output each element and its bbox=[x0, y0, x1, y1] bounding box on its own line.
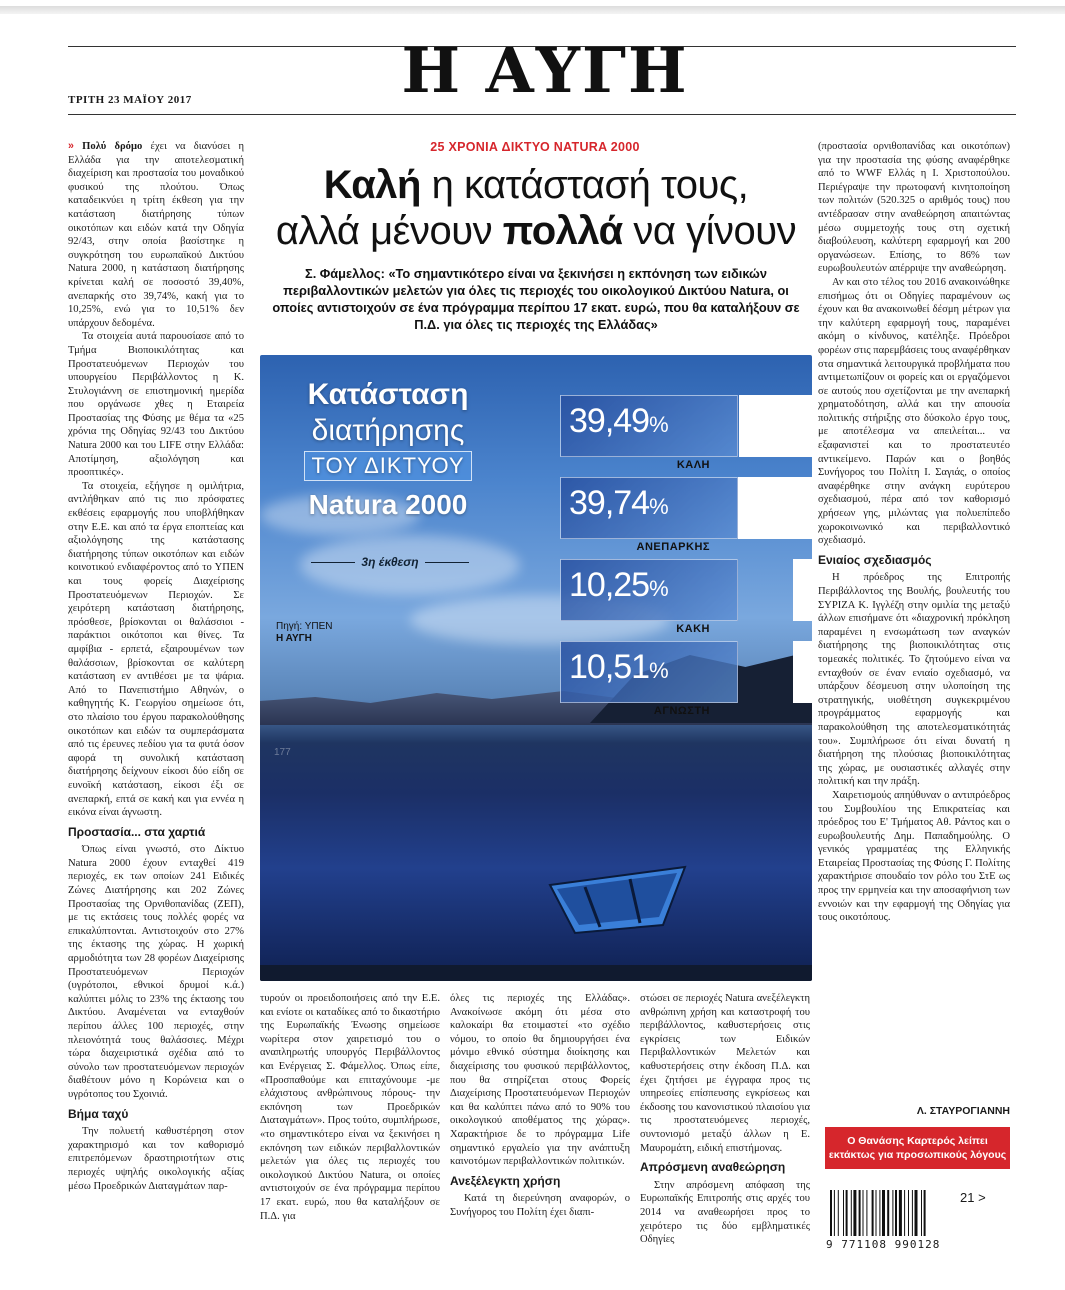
barcode-stripe bbox=[838, 1190, 839, 1236]
issue-date: ΤΡΙΤΗ 23 ΜΑΪΟΥ 2017 bbox=[68, 94, 192, 106]
barcode-stripe bbox=[924, 1190, 926, 1236]
stat-label: ΚΑΚΗ bbox=[676, 623, 710, 635]
paragraph: Τα στοιχεία αυτά παρουσίασε από το Τμήμα Βιοποικιλότητας και Προστατευόμενων Περιοχών του υπουργείου Περιβάλλοντος η Κ. Στυλογιάννη σε επιστημονική ημερίδα που οργάνωσε χθες η Εταιρεία Προστασίας της Φύσης με θέμα τα «25 χρόνια της Οδηγίας 92/43 του Δικτύου Natura 2000 και του LIFE στην Ελλάδα: Αποτίμηση, αξιολόγηση και προοπτικές». bbox=[68, 331, 244, 479]
stat-value: 10,25% bbox=[569, 566, 668, 604]
infographic-title bbox=[278, 377, 498, 523]
stat-label: ΚΑΛΗ bbox=[676, 459, 710, 471]
stat-label: ΑΝΕΠΑΡΚΗΣ bbox=[636, 541, 710, 553]
infographic-source bbox=[276, 621, 333, 645]
barcode-stripe bbox=[853, 1190, 856, 1236]
barcode-stripe bbox=[872, 1190, 874, 1236]
paragraph: στώσει σε περιοχές Natura ανεξέλεγκτη ανθρώπινη χρήση και καταστροφή του περιβάλλοντος, καθυστερήσεις στις εγκρίσεις των Ειδικών Περιβαλλοντικών Μελετών και καθυστερήσεις στην έκδοση Π.Δ. και έχει ζητήσει με έγγραφα προς τις υπηρεσίες επίσπευσης εγκρίσεως και έκδοσης του κανονιστικού πλαισίου για τις προστατευόμενες περιοχές, συντονισμό μεταξύ άλλων η Ε. Μαυρομάτη, ειδική επιστήμονας. bbox=[640, 993, 810, 1154]
headline-bold-1: Καλή bbox=[323, 163, 421, 207]
infographic-photo bbox=[260, 355, 812, 981]
barcode-stripe bbox=[846, 1190, 848, 1236]
barcode-stripe bbox=[879, 1190, 880, 1236]
barcode-stripe bbox=[904, 1190, 905, 1236]
percent-sign: % bbox=[649, 658, 668, 683]
article-column-1 bbox=[68, 140, 244, 1193]
subheading-paper-protection: Προστασία... στα χαρτιά bbox=[68, 824, 206, 839]
stat-label: ΑΓΝΩΣΤΗ bbox=[653, 705, 710, 717]
barcode-stripe bbox=[876, 1190, 877, 1236]
stat-fill bbox=[738, 477, 812, 539]
paragraph: Χαιρετισμούς απηύθυναν ο αντιπρόεδρος του Συμβουλίου της Επικρατείας και πρόεδρος του Ε' Τμήματος Αθ. Ράντος και ο ευρωβουλευτής Δημ. Παπαδημούλης. Ο γενικός γραμματέας της Ελληνικής Εταιρείας Προστασίας της Φύσης Γ. Πολίτης χαρακτήρισε σπουδαίο τον ρόλο του ΣτΕ ως προς την ερμηνεία και την αποσαφήνιση των εννοιών και την εφαρμογή της Οδηγίας για τους οικοτόπους. bbox=[818, 789, 1010, 924]
paragraph: Η πρόεδρος της Επιτροπής Περιβάλλοντος της Βουλής, βουλευτής του ΣΥΡΙΖΑ Κ. Ιγγλέζη στην ομιλία της μεταξύ άλλων επισήμανε ότι «διαχρονική πρόκληση παραμένει η ενσωμάτωση των αναγκών διατήρησης της βιοποικιλότητας στις τομεακές πολιτικές. Το ζητούμενο είναι να ενταχθούν σε έναν ενιαίο σχεδιασμό, να υπάρξουν δέσμευση στην υλοποίηση της στρατηγικής, υιοθέτηση συγκεκριμένου προγράμματος εφαρμογής και παρακολούθηση της αποτελεσματικότητάς του». Συμπλήρωσε ότι είναι δυνατή η διατήρηση της πλούσιας βιοποικιλότητας της χώρας, με ουσιαστικές αλλαγές στην πολιτική και την πράξη. bbox=[818, 572, 1010, 788]
article-kicker: 25 ΧΡΟΝΙΑ ΔΙΚΤΥΟ NATURA 2000 bbox=[430, 140, 640, 154]
article-column-3 bbox=[450, 992, 630, 1220]
barcode-number: 9 771108 990128 bbox=[826, 1238, 941, 1251]
page-top-shadow bbox=[0, 6, 1065, 14]
stat-value: 39,49% bbox=[569, 402, 668, 440]
masthead-rule-bottom bbox=[68, 114, 1016, 115]
stat-value: 10,51% bbox=[569, 648, 668, 686]
percent-sign: % bbox=[649, 494, 668, 519]
lead-arrow-icon: » bbox=[68, 140, 74, 152]
paragraph: Τα στοιχεία, εξήγησε η ομιλήτρια, αντλήθηκαν από τις πιο πρόσφατες εκθέσεις εφαρμογής που υποβλήθηκαν στην Ε.Ε. και από τα έργα εποπτείας και αξιολόγησης της κατάστασης διατήρησης τύπων οικοτόπων και ειδών κοινοτικού ενδιαφέροντος από το ΥΠΕΝ και τους φορείς Διαχείρισης Προστατευόμενων Περιοχών. Σε χειρότερη κατάσταση διατήρησης, πρόσθεσε, βρίσκονται οι θαλάσσιοι - παράκτιοι οικότοποι και θίνες. Τα αμφίβια - ερπετά, εξαιρουμένων των θαλάσσιων, βρίσκονται σε καλύτερη κατάσταση εν αντιθέσει με τα ψάρια. Από το Πανεπιστήμιο Αθηνών, ο καθηγητής Κ. Γεωργίου σημείωσε ότι, στο πλαίσιο του έργου παρακολούθησης οικοτόπων και ειδών τα συμπεράσματα από τις έρευνες πεδίου για τα φυτά όσον αφορά τη συνολική κατάσταση διατήρησης δείχνουν είκοσι δύο είδη σε ευνοϊκή κατάσταση, είκοσι έξι σε ανεπαρκή, επτά σε κακή και για εννέα η εικόνα είναι άγνωστη. bbox=[68, 480, 244, 819]
paragraph: Στην απρόσμενη απόφαση της Ευρωπαϊκής Επιτροπής στις αρχές του 2014 να αναθεωρήσει προς το χειρότερο τις δύο εμβληματικές Οδηγίες bbox=[640, 1179, 810, 1246]
paragraph: (προστασία ορνιθοπανίδας και οικοτόπων) για την προστασία της φύσης αναφέρθηκε από το WWF Ελλάς η Ι. Χριστοπούλου. Περιέγραψε την πρωτοφανή κινητοποίηση των πολιτών (520.325 ο αριθμός τους) που αντέδρασαν στην αναθεώρηση απαιτώντας μέσω συμμετοχής τους στη σχετική διαβούλευση, καλύτερη εφαρμογή και 200 οργανώσεων. Επίσης, το 86% των ευρωβουλευτών απέρριψε την αναθεώρηση. bbox=[818, 141, 1010, 275]
stat-box bbox=[560, 477, 738, 539]
barcode bbox=[830, 1190, 958, 1236]
infographic-title-line-1: Κατάσταση bbox=[307, 378, 469, 411]
paragraph: τυρούν οι προειδοποιήσεις από την Ε.Ε. και ενίοτε οι καταδίκες από το δικαστήριο της Ευρωπαϊκής Ένωσης σημείωσε νωρίτερα στον χαιρετισμό του ο αναπληρωτής υπουργός Περιβάλλοντος και Ενέργειας Σ. Φάμελλος. Όπως είπε, «Προσπαθούμε και επιταχύνουμε -με ελάχιστους ανθρώπινους πόρους- την εκπόνηση των Προεδρικών Διαταγμάτων». Προς τούτο, συμπλήρωσε, «το σημαντικότερο είναι να ξεκινήσει η εκπόνηση των ειδικών περιβαλλοντικών μελετών για όλες τις περιοχές του οικολογικού Δικτύου Natura, οι οποίες αντιστοιχούν σε ένα πρόγραμμα περίπου 17 εκατ. ευρώ, που θα καταλήξουν σε Π.Δ. για bbox=[260, 993, 440, 1222]
barcode-stripe bbox=[912, 1190, 913, 1236]
barcode-stripe bbox=[887, 1190, 889, 1236]
lead-paragraph bbox=[68, 140, 244, 330]
barcode-stripe bbox=[921, 1190, 922, 1236]
infographic-title-line-4: Natura 2000 bbox=[308, 489, 468, 520]
barcode-stripe bbox=[859, 1190, 861, 1236]
headline-text-3: να γίνουν bbox=[622, 209, 797, 253]
headline-bold-2: πολλά bbox=[502, 209, 623, 253]
headline-text-1: η κατάστασή τους, bbox=[420, 163, 749, 207]
stat-bar-2 bbox=[560, 477, 812, 555]
infographic-title-line-3: ΤΟΥ ΔΙΚΤΥΟΥ bbox=[304, 451, 471, 481]
paragraph: Όπως είναι γνωστό, στο Δίκτυο Natura 2000 έχουν ενταχθεί 419 περιοχές, εκ των οποίων 241 Ειδικές Ζώνες Διατήρησης και 202 Ζώνες Προστασίας της Ορνιθοπανίδας (ΖΕΠ), με τις εκτάσεις τους πολλές φορές να επικαλύπτονται. Αντιστοιχούν στο 27% της έκτασης της χώρας. Η χωρική αρμοδιότητα των 28 φορέων Διαχείρισης Προστατευόμενων Περιοχών (υγρότοποι, εθνικοί δρυμοί κ.ά.) καλύπτει μόλις το 23% της έκτασης του Δικτύου. Αναμένεται να ενταχθούν περίπου άλλες 100 περιοχές, στην πλειονότητά τους θαλάσσιες. Μέχρι τώρα διαχειριστικά σχέδια από το σύνολο των προστατευόμενων περιοχών διαθέτουν μόνο η Κορώνεια και ο υγρότοπος του Σχοινιά. bbox=[68, 844, 244, 1100]
stat-fill bbox=[793, 641, 812, 703]
subheading-uncontrolled-use: Ανεξέλεγκτη χρήση bbox=[450, 1173, 561, 1188]
percent-sign: % bbox=[649, 412, 668, 437]
rowboat-icon bbox=[545, 865, 695, 935]
barcode-stripe bbox=[830, 1190, 832, 1236]
subheading-unexpected-revision: Απρόσμενη αναθεώρηση bbox=[640, 1160, 786, 1175]
paragraph: Κατά τη διερεύνηση αναφορών, ο Συνήγορος του Πολίτη έχει διαπι- bbox=[450, 1193, 630, 1218]
stat-box bbox=[560, 395, 738, 457]
stat-bar-1 bbox=[560, 395, 812, 473]
issue-number: 21 > bbox=[960, 1190, 986, 1205]
subheading-unified-planning: Ενιαίος σχεδιασμός bbox=[818, 552, 932, 567]
infographic-edition: 3η έκθεση bbox=[290, 555, 490, 569]
barcode-stripe bbox=[834, 1190, 835, 1236]
article-deck: Σ. Φάμελλος: «Το σημαντικότερο είναι να ξεκινήσει η εκπόνηση των ειδικών περιβαλλοντικών μελετών για όλες τις περιοχές του οικολογικού Δικτύου Natura, οι οποίες αντιστοιχούν σε ένα πρόγραμμα περίπου 17 εκατ. ευρώ, που θα καταλήξουν σε Π.Δ. για όλες τις περιοχές της Ελλάδας» bbox=[272, 266, 800, 332]
author-byline: Λ. ΣΤΑΥΡΟΓΙΑΝΝΗ bbox=[916, 1105, 1010, 1117]
stat-bar-3 bbox=[560, 559, 812, 637]
article-headline bbox=[256, 162, 816, 254]
subheading-fast-step: Βήμα ταχύ bbox=[68, 1106, 129, 1121]
stat-fill bbox=[739, 395, 812, 457]
barcode-stripe bbox=[851, 1190, 852, 1236]
article-column-5 bbox=[818, 140, 1010, 925]
paragraph-text: έχει να διανύσει η Ελλάδα για την αποτελεσματική διαχείριση και προστασία του μοναδικού φυσικού της πλούτου. Όπως καταδεικνύει η τρίτη έκθεση για την κατάσταση διατήρησης τύπων οικοτόπων και ειδών κατά την Οδηγία 92/43, στην οποία βασίστηκε η συγκρότηση του ευρωπαϊκού Δικτύου Natura 2000, η κατάσταση διατήρησης κρίνεται καλή σε ποσοστό 39,40%, ανεπαρκής στο 39,74%, κακή για το 10,25%, ενώ για το 10,51% δεν υπάρχουν δεδομένα. bbox=[68, 141, 245, 329]
barcode-stripe bbox=[882, 1190, 885, 1236]
barcode-stripe bbox=[899, 1190, 902, 1236]
barcode-stripe bbox=[895, 1190, 897, 1236]
headline-text-2: αλλά μένουν bbox=[275, 209, 503, 253]
notice-box: Ο Θανάσης Καρτερός λείπει εκτάκτως για προσωπικούς λόγους bbox=[825, 1127, 1010, 1169]
lead-words: Πολύ δρόμο bbox=[82, 141, 143, 152]
infographic-title-line-2: διατήρησης bbox=[311, 414, 465, 447]
photo-marker: 177 bbox=[274, 747, 291, 758]
newspaper-masthead: Η ΑΥΓΗ bbox=[401, 34, 689, 107]
article-column-4 bbox=[640, 992, 810, 1247]
stat-box bbox=[560, 559, 738, 621]
barcode-stripe bbox=[908, 1190, 909, 1236]
barcode-stripe bbox=[843, 1190, 844, 1236]
paragraph: όλες τις περιοχές της Ελλάδας». Ανακοίνωσε ακόμη ότι μέσα στο καλοκαίρι θα ετοιμαστεί «το σχέδιο νόμου, το οποίο θα δημιουργήσει ένα μόνιμο εθνικό σύστημα διοίκησης και διαχείρισης του φυσικού περιβάλλοντος, που θα στηρίζεται στους Φορείς Διαχείρισης Προστατευόμενων Περιοχών και θα καλύπτει πάνω από το 90% του οικολογικού αποθέματος της χώρας». Χαρακτήρισε δε το πρόγραμμα Life σημαντικό εργαλείο για την ανάπτυξη καινοτόμων περιβαλλοντικών πολιτικών. bbox=[450, 993, 630, 1168]
stat-fill bbox=[793, 559, 812, 621]
barcode-stripe bbox=[915, 1190, 918, 1236]
barcode-stripe bbox=[866, 1190, 867, 1236]
barcode-stripe bbox=[892, 1190, 893, 1236]
stat-value: 39,74% bbox=[569, 484, 668, 522]
percent-sign: % bbox=[649, 576, 668, 601]
barcode-stripe bbox=[863, 1190, 864, 1236]
source-label: Πηγή: ΥΠΕΝ bbox=[276, 621, 333, 632]
paragraph: Την πολυετή καθυστέρηση στον χαρακτηρισμό και τον καθορισμό επιτρεπόμενων δραστηριοτήτων στις περιοχές υψηλής οικολογικής αξίας μέσω Προεδρικών Διαταγμάτων παρ- bbox=[68, 1126, 244, 1192]
shoreline bbox=[260, 965, 812, 981]
article-column-2 bbox=[260, 992, 440, 1223]
stat-bar-4 bbox=[560, 641, 812, 719]
stat-box bbox=[560, 641, 738, 703]
source-brand: Η ΑΥΓΗ bbox=[276, 633, 312, 644]
paragraph: Αν και στο τέλος του 2016 ανακοινώθηκε επισήμως ότι οι Οδηγίες παραμένουν ως έχουν και θα ανακοινωθεί δέσμη μέτρων για την καλύτερη εφαρμογή τους, παραμένει ακόμη ο κίνδυνος, κατέληξε. Πρόεδροι φορέων στις παρεμβάσεις τους αναφέρθηκαν στα σημαντικά λειτουργικά προβλήματα που αντιμετωπίζουν οι φορείς και οι εργαζόμενοι σε αυτούς που σχετίζονται με την ανεπαρκή χρηματοδότηση, αλλά και την απουσία πολιτικής στήριξης στο δύσκολο έργο τους, με αποτέλεσμα να απειλείται... να εξαφανιστεί και το προστατευτέο αντικείμενο. Παρών και ο βοηθός Συνήγορος του Πολίτη Ι. Σαγιάς, ο οποίος αναφέρθηκε στην ανάγκη ευρύτερου σχεδιασμού, πέρα από τον καθορισμό χρήσεων γης, μιλώντας για πολυεπίπεδο χωροκοινωνικό και περιβαλλοντικό σχεδιασμό. bbox=[818, 276, 1010, 547]
